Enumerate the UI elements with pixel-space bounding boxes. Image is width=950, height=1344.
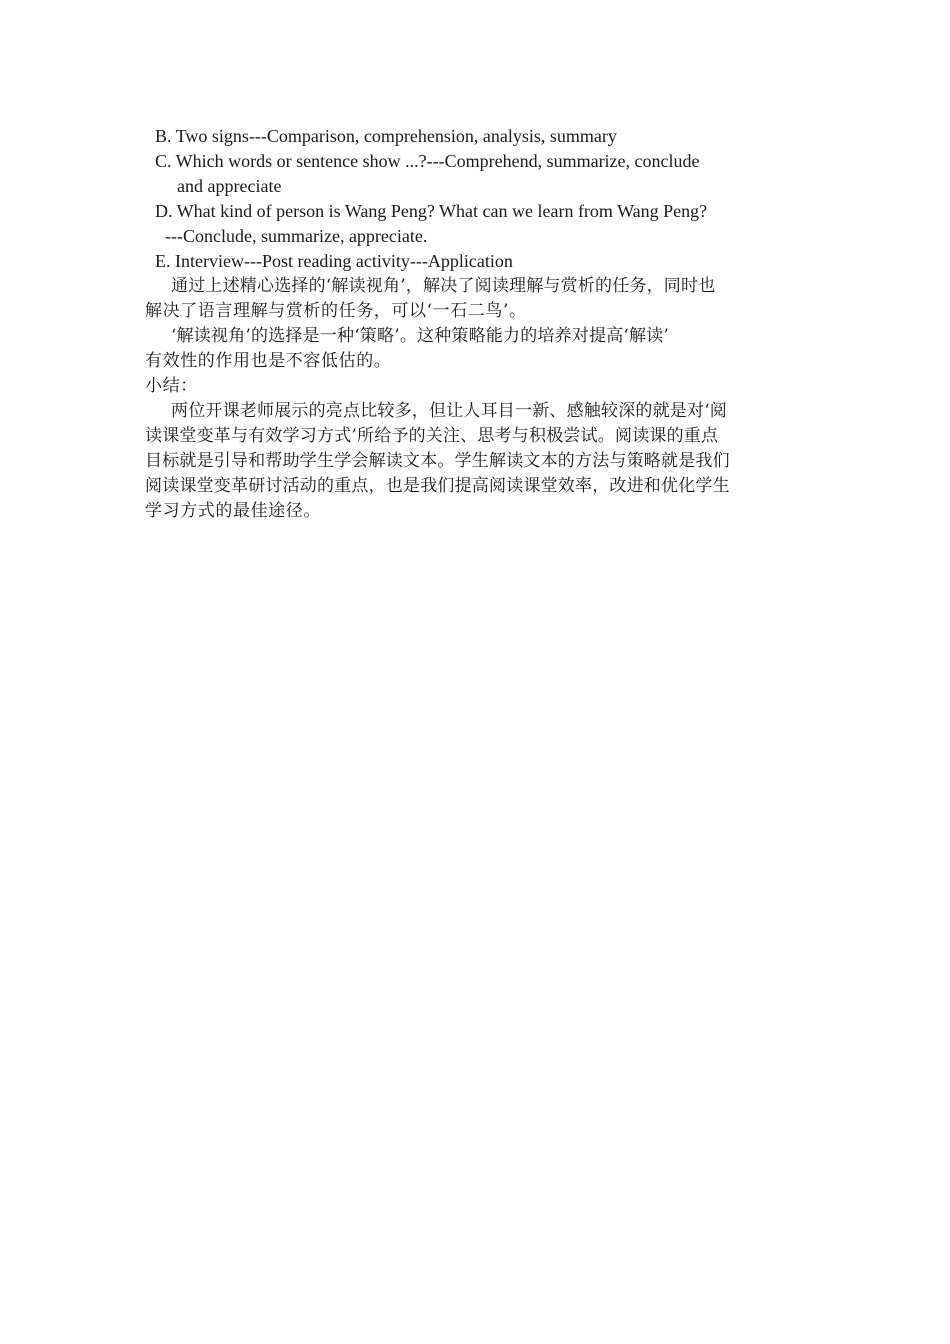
paragraph-1-line-2: 解决了语言理解与赏析的任务，可以‘一石二鸟’。 [145,301,527,321]
text-line-b: B. Two signs---Comparison, comprehension, analysis, summary [155,126,617,146]
summary-line-3: 目标就是引导和帮助学生学会解读文本。学生解读文本的方法与策略就是我们 [145,451,730,471]
document-body [145,124,807,524]
text-line-d: D. What kind of person is Wang Peng? What can we learn from Wang Peng? [155,201,708,221]
summary-line-1: 两位开课老师展示的亮点比较多，但让人耳目一新、感触较深的就是对‘阅 [171,401,728,421]
paragraph-2-line-2: 有效性的作用也是不容低估的。 [145,351,392,371]
summary-line-4: 阅读课堂变革研讨活动的重点，也是我们提高阅读课堂效率，改进和优化学生 [145,476,730,496]
text-line-c: C. Which words or sentence show ...?---Comprehend, summarize, conclude [155,151,700,171]
text-line-d-cont: ---Conclude, summarize, appreciate. [165,226,428,246]
text-line-e: E. Interview---Post reading activity---Application [155,251,513,271]
paragraph-1-line-1: 通过上述精心选择的‘解读视角’，解决了阅读理解与赏析的任务，同时也 [171,276,716,296]
summary-line-2: 读课堂变革与有效学习方式’所给予的关注、思考与积极尝试。阅读课的重点 [145,426,719,446]
summary-line-5: 学习方式的最佳途径。 [145,501,321,521]
summary-heading: 小结： [145,376,198,396]
paragraph-2-line-1: ‘解读视角’的选择是一种‘策略’。这种策略能力的培养对提高‘解读’ [171,326,670,346]
text-line-c-cont: and appreciate [177,176,282,196]
